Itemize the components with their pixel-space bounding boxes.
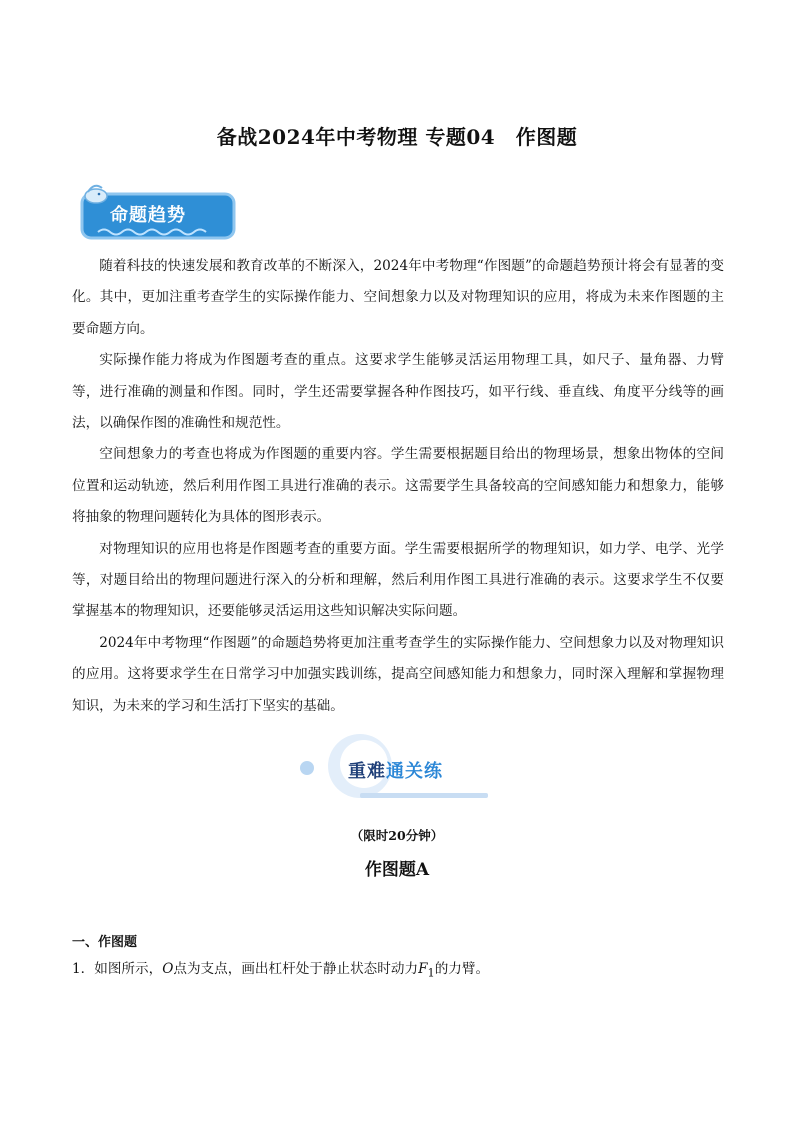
force-symbol: F: [418, 961, 428, 977]
intro-paragraph: 2024年中考物理“作图题”的命题趋势将更加注重考查学生的实际操作能力、空间想象力以及对物理知识的应用。这将要求学生在日常学习中加强实践训练，提高空间感知能力和想象力，同时深入理解和掌握物理知识，为未来的学习和生活打下坚实的基础。: [72, 634, 724, 714]
underline-bar: [360, 793, 488, 798]
small-dot: [300, 761, 314, 775]
intro-paragraph: 随着科技的快速发展和教育改革的不断深入，2024年中考物理“作图题”的命题趋势预计将会有显著的变化。其中，更加注重考查学生的实际操作能力、空间想象力以及对物理知识的应用，将成为未来作图题的主要命题方向。: [72, 258, 724, 337]
intro-paragraph: 空间想象力的考查也将成为作图题的重要内容。学生需要根据题目给出的物理场景，想象出物体的空间位置和运动轨迹，然后利用作图工具进行准确的表示。这需要学生具备较高的空间感知能力和想象力，能够将抽象的物理问题转化为具体的图形表示。: [72, 446, 724, 526]
intro-paragraph: 实际操作能力将成为作图题考查的重点。这要求学生能够灵活运用物理工具，如尺子、量角器、力臂等，进行准确的测量和作图。同时，学生还需要掌握各种作图技巧，如平行线、垂直线、角度平分线等的画法，以确保作图的准确性和规范性。: [72, 352, 724, 432]
section-label: [348, 757, 443, 783]
intro-body: [72, 251, 724, 722]
question-number: 1．如图所示，: [72, 961, 163, 977]
intro-paragraph: 对物理知识的应用也将是作图题考查的重要方面。学生需要根据所学的物理知识，如力学、电学、光学等，对题目给出的物理问题进行深入的分析和理解，然后利用作图工具进行准确的表示。这要求学生不仅要掌握基本的物理知识，还要能够灵活运用这些知识解决实际问题。: [72, 540, 724, 620]
section-label-part1: 重难: [348, 761, 386, 782]
question-1: [72, 957, 489, 980]
question-text: 点为支点，画出杠杆处于静止状态时动力: [173, 961, 419, 977]
practice-subtitle: 作图题A: [364, 860, 430, 880]
force-subscript: 1: [427, 965, 435, 980]
question-text-end: 的力臂。: [434, 961, 490, 977]
question-section-heading: 一、作图题: [72, 935, 138, 950]
section-label-part2: 通关练: [386, 761, 443, 782]
time-limit: （限时20分钟）: [350, 828, 444, 843]
pivot-symbol: O: [162, 961, 174, 977]
badge-label: 命题趋势: [110, 205, 186, 226]
document-title: 备战2024年中考物理 专题04 作图题: [216, 125, 578, 149]
dolphin-icon: [85, 186, 107, 203]
